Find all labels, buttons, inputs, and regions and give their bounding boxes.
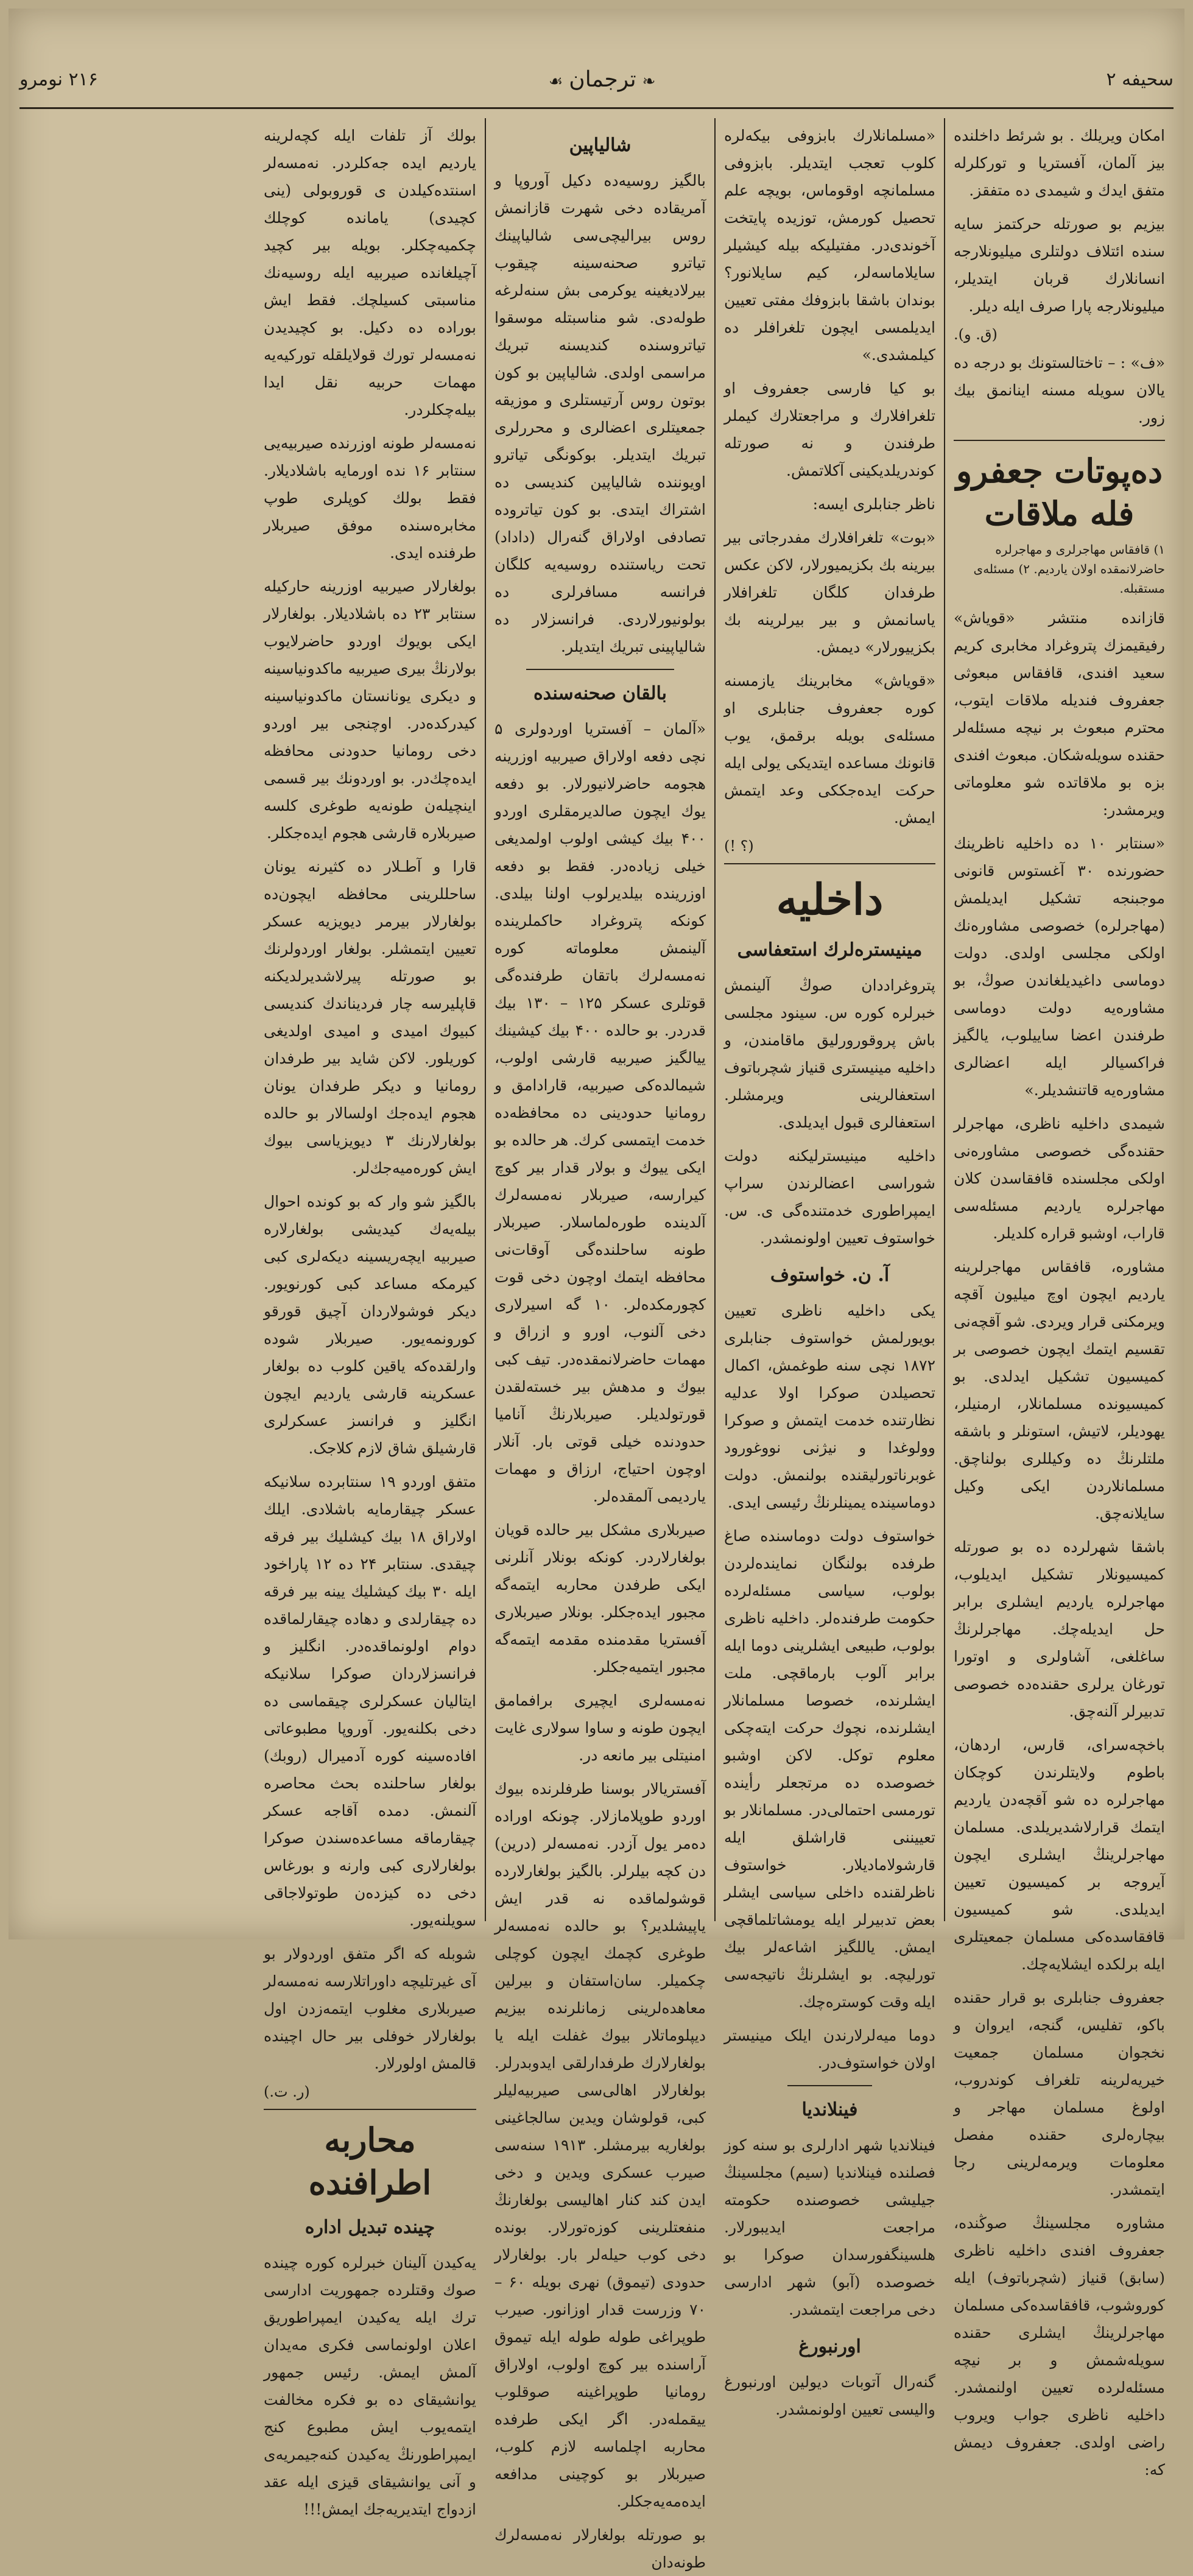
paragraph: ناظر جنابلری ایسه: [812,495,935,513]
column-1 [944,118,1174,2479]
signature: (؟ !) [724,838,754,855]
column-3 [485,118,714,2571]
section-title: داخلیه [776,874,884,925]
article-heading: چینده تبدیل اداره [304,2217,435,2238]
newspaper-page [9,9,1184,2571]
article-heading: اورنبورغ [798,2336,861,2357]
paragraph: باخچه‌سرای، قارس، اردهان، باطوم ولایتلرندن کوچکان مهاجرلره ده شو آقچه‌دن یاردیم ایتمك قرارلاشدیریلدی. مسلمان مهاجرلرینڭ ایشلری ایچون آیروجه بر کمیسیون تعیین ایدیلدی. شو کمیسیون قافقاسده‌کی مسلمان جمعیتلری ایله برلکده ایشلایه‌چك. [954,1736,1165,1973]
article-heading: مینیستره‌لرك استعفاسی [737,939,923,961]
paragraph: متفق اوردو ۱۹ سنتابرده سلانیکه عسکر چیقارمایه باشلادی. ایلك اولاراق ۱۸ بیك کیشلیك بیر فرقه چیقدی. سنتابر ۲۴ ده ۱۲ پاراخود ایله ۳۰ بیك کیشلیك یینه بیر فرقه ده چیقارلدی و دهاده چیقارلماقده دوام اولونماقده‌در. انگلیز و فرانسزلاردان صوکرا سلانیکه ایتالیان عسکرلری چیقماسی ده دخی بکلنه‌یور. آوروپا مطبوعاتی افاده‌سینه کوره آدمیرال (روبك) بولغار ساحلنده بحث محاصره آلنمش. دمده آقاجه عسکر چیقارماقه مساعده‌سندن صوکرا بولغارلاری کبی وارنه و بورغاس دخی ده کیزده‌ن طوتولاجاقی سویلنه‌یور. [264,1473,476,1929]
column-2 [714,118,944,2418]
paragraph: «سنتابر ۱۰ ده داخلیه ناظرینك حضورنده ۳۰ آغستوس قانونی موجبنجه تشکیل ایدیلمش (مهاجرلره) خصوصی مشاوره‌نك اولکی مجلسی اولدی. دولت دوماسی داغیدیلغاندن صوڭ، بو مشاوره‌یه دولت دوماسی طرفندن اعضا ساییلوب، یالگیز فراکسیالر ایله اعضالری مشاوره‌یه قاتنشدیلر.» [954,835,1165,1099]
paragraph: مشاوره، قافقاس مهاجرلرینه یاردیم ایچون اوچ میلیون آقچه ویرمکنی قرار ویردی. شو آقچه‌نی تقسیم ایتمك ایچون خصوصی بر کمیسیون تشکیل ایدلدی. بو کمیسیونده مسلمانلار، ارمنیلر، یهودیلر، لاتیش، استونلر و باشقه ملتلرنڭ ده وکیللری بولناچق. مسلمانلاردن ایکی وکیل سایلانه‌چق. [954,1258,1165,1522]
paragraph: مشاوره مجلسینڭ صوڭنده، جعفروف افندی داخلیه ناظری (سابق) قنیاز (شچربا‌توف) ایله کوروشوب، قافقاسده‌کی مسلمان مهاجرلرینڭ ایشلری حقنده سویله‌شمش و بر نیچه مسئله‌لرده تعیین اولنمشدر. داخلیه ناظری جواب ویروب راضی اولدی. جعفروف دیمش که: [954,2214,1165,2479]
paragraph: صیربلاری مشکل بیر حالده قویان بولغارلاردر. کونکه بونلار آنلرنی ایکی طرفدن محاربه ایتمه‌گه مجبور ایده‌جکلر. بونلار صیربلاری آفستریا مقدمنده مقدمه ایتمه‌گه مجبور ایتمیه‌جکلر. [494,1521,706,1676]
paragraph: دوما میه‌لرلارندن ایلک مینیستر اولان خواستوف‌در. [724,2027,935,2072]
ornament-left-icon: ☙ [548,72,563,91]
paragraph: یکی داخلیه ناظری تعیین بویورلمش خواستوف جنابلری ۱۸۷۲ نچی سنه طوغمش، اکمال تحصیلدن صوکرا اولا عدلیه نظارتنده خدمت ایتمش و صوکرا وولوغدا و نیژنی نووغورود غوبرناتورلیقنده بولنمش. دولت دوماسینده یمینلرنڭ رئیسی ایدی. [724,1302,935,1511]
article-heading: آ. ن. خواستوف [770,1265,890,1286]
paragraph: یه‌کیدن آلینان خبرلره کوره چینده صوك وقتلرده جمهوریت ادارسی ترك ایله یه‌کیدن ایمپراطوریق اعلان اولونماسی فکری مه‌یدان آلمش ایمش. رئیس جمهور یوانشیقای ده بو فکره مخالفت ایتمه‌یوب ایش مطبوع کنج ایمپراطورنڭ یه‌کیدن کنه‌جیمریه‌ی و آنی یوانشیقای قیزی ایله عقد ازدواج ایتدیریه‌جك ایمش!!! [264,2254,476,2518]
paragraph: گنه‌رال آتوبات‌ دیولین اورنبورغ والیسی تعیین اولونمشدر. [724,2373,935,2418]
paragraph: «قویاش» مخابرینك یازمسنه کوره جعفروف جنابلری او مسئله‌ی بویله برقمق، یوب قانونك مساعده ایتدیکی یولی ایله حرکت ایده‌جککی وعد ایتمش ایمش. [724,672,935,827]
paragraph: بیزیم بو صورتله حرکتمز سایه سنده ائتلاف دولتلری میلیونلارجه انسانلارك قربان ایتدیلر، میلیونلارجه پارا صرف ایله دیلر. [954,215,1165,315]
columns [19,118,1174,2571]
newspaper-title [543,67,661,92]
paragraph: باشقا شهرلرده ده بو صورتله کمیسیونلار تشکیل ایدیلوب، مهاجرلره یاردیم ایشلری برابر حل ایدیله‌چك. مهاجرلرنڭ ساغلغی، آشاولری و اوتورا تورغان یرلری حقنده‌ده خصوصی تدبیرلر آلنه‌چق. [954,1538,1165,1720]
article-heading: شالیاپین [569,135,632,156]
paragraph: بو کیا فارسی جعفروف او تلغرافلارك و مراجعتلارك کیملر طرفندن و نه صورتله کوندریلدیکینی آکلاتمش. [724,379,935,479]
divider [724,863,935,864]
divider [787,2085,872,2086]
paragraph: جعفروف جنابلری بو قرار حقنده باکو، تفلیس، گنجه، ایروان و نخجوان مسلمان جمعیت خیریه‌لرینه تلغراف کوندروب، اولوغ مسلمان مهاجر و بیچاره‌لری حقنده مفصل معلومات ویرمه‌لرینی رجا ایتمشدر. [954,1989,1165,2198]
paragraph: نه‌مسه‌لری ایچیری برافمامق ایچون طونه و ساوا سولاری غایت امنیتلی بیر مانعه در. [494,1692,706,1764]
paragraph: بالگیز شو وار که بو کونده احوال بیله‌یه‌ك کیدیشی بولغارلاره صیربیه ایچه‌ریسینه دیکه‌لری کبی کیرمکه مساعد کبی کورنویور. دیکر فوشولاردان آچیق قورقو کورونمه‌یور. صیربلار شوده وارلقده‌که یاقین کلوب ده بولغار عسکرینه قارشی یاردیم ایچون انگلیز و فرانسز عسکرلری قارشیلق شاق لازم کلاجک. [264,1193,476,1457]
headline: ده‌پوتات جعفرو فله ملاقات [955,451,1163,533]
paragraph: شوبله که اگر متفق اوردولار بو آی غیرتلیچه داوراتلارسه نه‌مسه‌لر صیربلاری مغلوب ایتمه‌زدن اول بولغارلار خوفلی بیر حال اچینده قالمش اولورلار. [264,1945,476,2072]
paragraph: پتروغراددان صوڭ آلینمش خبرلره کوره س. سینود مجلسی باش پروقورورلیق ماقامندن، و داخلیه مینیستری قنیاز شچرباتوف استعفالرینی ویرمشلر. استعفالری قبول ایدیلدی. [724,976,935,1131]
paragraph: بولك آز تلفات ایله کچه‌لرینه یاردیم ایده جه‌کلردر. نه‌مسه‌لر اسنتده‌کیلدن ی قوروبولی (ینی کچیدی) یامانده کوچلك چکمیه‌چکلر. بویله بیر کچید آچیلغانده صیربیه ایله روسیه‌نك مناسبتی کسیلچك. فقط ایش بوراده ده دکیل. بو کچیدیدن نه‌مسه‌لر تورك قولایلقله تورکیه‌یه مهمات حربیه نقل ایدا بیله‌چکلردر. [264,127,476,418]
ornament-right-icon: ❧ [642,72,656,91]
paragraph: «آلمان – آفستریا اوردولری ۵ نچی دفعه اولاراق صیربیه اوزرینه هجومه حاضرلانیورلار. بو دفعه یوك ایچون صالدیرمقلری اوردو ۴۰۰ بیك کیشی اولوب اولمدیغی خیلی زیاده‌در. فقط بو دفعه اوزرینده بیلدیرلوب اولنا بیلدی. کونکه پتروغراد حاکملرینده آلینمش معلوماته کوره نه‌مسه‌لرك باتقان طرفنده‌گی قوتلری عسکر ۱۲۵ – ۱۳۰ بیك قدردر. بو حالده ۴۰۰ بیك کیشینك ییالگیز صیربیه قارشی اولوب، شیمالده‌کی صیربیه، قارادامق و رومانیا حدودینی ده محافظه‌ده خدمت ایتمسی کرك. هر حالده بو ایکی ییوك و بولار قدار بیر کوچ کیرارسه، صیربلار نه‌مسه‌لرك آلدینده طوره‌لماسلار. صیربلار طونه ساحلنده‌گی آوقات‌نی محافظه ایتمك اوچون دخی قوت کچورمکده‌لر. ۱۰ گه اسیرلاری دخی آلنوب، اورو و ازراق و مهمات حاضرلانمقده‌در. تیف کبی بیوك و مدهش بیر خسته‌لقدن قورتولدیلر. صیربلارنڭ آنامیا حدودنده خیلی قوتی بار. آنلار اوچون احتیاج، ارزاق و مهمات یاردیمی آلمقده‌لر. [494,720,706,1505]
newspaper-name: ترجمان [569,66,636,92]
paragraph: «مسلمانلارك بابزوفی بیکه‌لره کلوب تعجب ایتدیلر. بابزوفی مسلمانچه اوقوماس، بویچه علم تحصیل کورمش، توزیده پایتخت آخوندی‌در. مفتیلیکه بیله کیشیلر سایلاماسه‌لر، کیم سایلانور؟ بوندان باشقا بابزوفك مفتی تعیین ایدیلمسی ایچون تلغرافلر ده کیلمشدی.» [724,127,935,364]
paragraph: قازانده منتشر «قویاش» رفیقیمزك پتروغراد مخابری کریم سعید افندی، قافقاس مبعوثی جعفروف فندیله ملاقات ایتوب، محترم مبعوث بر نیچه مسئله‌لر حقنده سویله‌شکان. مبعوث افندی بزه بو ملاقاتده شو معلوماتی ویرمشدر: [954,609,1165,819]
divider [954,440,1165,441]
paragraph: داخلیه مینیسترلیکنه دولت شوراسی اعضالرندن سراپ ایمپراطوری خدمتنده‌گی ی. س. خواستوف تعیین اولونمشدر. [724,1147,935,1247]
divider [526,669,674,670]
column-4 [255,118,485,2518]
paragraph: خواستوف دولت دوماسنده صاغ طرفده بولنگان نماینده‌لردن بولوب، سیاسی مسئله‌لرده حکومت طرفنده‌لر. داخلیه ناظری بولوب، طبیعی ایشلرینی دوما ایله برابر آلوب بارماقچی. ملت ایشلرنده، خصوصا مسلمانلار ایشلرنده، نچوك حرکت ایته‌چکی معلوم توکل. لاکن اوشبو خصوصده ده مرتجعلر رأینده تورمسی احتمالی‌در. مسلمانلار بو تعییننی قاراشلق ایله قارشولامادیلار. خواستوف ناظرلقنده داخلی سیاسی ایشلر بعض تدبیرلر ایله یومشاتلماقچی ایمش. یاللگیز اشاعه‌لر بیك تورلیچه. بو ایشلرنڭ ناتیجه‌سی ایله وقت کوستره‌چك. [724,1527,935,2011]
paragraph: امکان ویریلك . بو شرئط داخلنده بیز آلمان، آفستریا و تورکلرله متفق ایدك و شیمدی ده متفقز. [954,127,1165,199]
page-number: سحیفه ۲ [1106,68,1174,90]
divider [264,2109,476,2110]
paragraph: «بوت» تلغرافلارك مفدرجاتی بیر بیرینه بك بکزیمیورلار، لاکن عکس طرفدان کلگان تلغرافلار یاسانمش و بیر بیرلرینه بك بکزییورلار» دیمش. [724,529,935,656]
signature: (ق. و). [954,326,998,343]
paragraph: قارا و آطـلار ده کثیرنه یونان ساحللرینی محافظه ایچون‌ده بولغارلار بیرمر دیویزیه عسکر تعیین ایتمشلر. بولغار اوردولرنك بو صورتله پیرلاشدیرلدیکنه قاپلیرسه چار فردیناندك کندیسی کبیوك امیدی و امیدی اولدیغی کوریلور. لاکن شاید بیر طرفدان رومانیا و دیکر طرفدان یونان هجوم ایده‌جك اولسالار بو حالده بولغارلارنك ۳ دیویزیاسی بیوك ایش کوره‌میه‌جك‌لر. [264,858,476,1177]
article-heading: بالقان صحنه‌سنده [533,683,667,704]
headline: محاربه اطرافنده [308,2120,432,2202]
paragraph: آفستریالار بوسنا طرفلرنده بیوك اوردو طوپلامازلار. چونکه اوراده ده‌مر یول آزدر. نه‌مسه‌لر (درین) دن کچه بیلرلر. بالگیز بولغارلارده قوشولماقده نه قدر ایش یاپیشلدیر؟ بو حالده نه‌مسه‌لر طوغری کچمك ایچون کوچلی چکمیلر. سان‌استفان و بیرلین معاهده‌لرینی زمانلرنده بیزیم دیپلوماتلار بیوك غفلت ایله یا بولغارلارك طرفدارلقی ایدوبدرلر. بولغارلار اهالی‌سی صیربیه‌لیلر کبی، قولوشان ویدین سالجاغینی بولغاریه بیرمشلر. ۱۹۱۳ سنه‌سی صیرب عسکری ویدین و دخی ایدن کند کنار اهالیسی بولغارنڭ منفعتلرینی کوزه‌تورلار. بونده دخی کوب حیله‌لر بار. بولغارلار حدودی (تیموق) نهری بویله ۶۰ – ۷۰ وزرست قدار اوزانور. صیرب طوپراغی طوله طوله ایله تیموق آراسنده بیر کوچ اولوب، اولاراق رومانیا طوپراغینه صوقلوب ییقمله‌در. اگر ایکی طرفده محاربه اچلماسه لازم کلوب، صیربلار بو کوچینی مدافعه ایده‌مه‌یه‌جکلر. [494,1780,706,2510]
paragraph: شیمدی داخلیه ناظری، مهاجرلر حقنده‌گی خصوصی مشاوره‌نی اولکی مجلسنده قافقاسدن کلان مهاجرلره یاردیم مسئله‌سی قاراب، اوشبو قراره کلدیلر. [954,1115,1165,1242]
masthead [19,51,1174,109]
paragraph: بو صورتله بولغارلار نه‌مسه‌لرك طونه‌دان [494,2526,706,2571]
article-heading: فینلاندیا [801,2099,858,2120]
paragraph: بالگیز روسیه‌ده دکیل آوروپا و آمریقاده دخی شهرت قازانمش روس بیرالیچی‌سی شالیاپینك تیاترو صحنه‌سینه چیقوب بیرلادیغینه یوکرمی بش سنه‌لرغه طوله‌دی. شو مناسبتله موسقوا تیاتروسنده کندیسنه تبریك مراسمی اولدی. شالیاپین بو کون بوتون روس آرتیستلری و موزیقه جمعیتلری اعضالری و محرر‌لری تبریك ایتدیلر. بوکونگی تیاترو اویوننده شالیاپین کندیسی ده اشتراك ایتدی. بو کون تیاتروده تصادفی اولاراق گنه‌رال (داداد) تحت ریاستنده روسیه‌یه کلگان فرانسه مسافرلری ده بولونیورلاردی. فرانسزلار ده شالیاپینی تبریك ایتدیلر. [494,172,706,655]
headline-subtitle: ۱) قافقاس مهاجرلری و مهاجرلره حاضرلانمقده اولان یاردیم. ۲) مسئله‌ی مستقبله. [973,542,1165,596]
paragraph: نه‌مسه‌لر طونه اوزرنده صیربیه‌یی سنتابر ۱۶ نده اورمایه باشلادیلار. فقط بولك کوپلری طوپ مخابره‌سنده موفق صیربلار طرفنده ایدی. [264,434,476,562]
signature: (ر. ت.) [264,2083,310,2100]
paragraph: فینلاندیا شهر ادارلری بو سنه کوز فصلنده فینلاندیا (سیم) مجلسینڭ جیلیشی خصوصنده حکومته مراجعت ایدیبورلار. هلسینگفورسدان صوکرا بو خصوصده (آبو) شهر ادارسی دخی مراجعت ایتمشدر. [724,2136,935,2318]
paragraph: بولغارلار صیربیه اوزرینه حارکیله سنتابر ۲۳ ده باشلادیلار. بولغارلار ایکی بویوك اوردو حاضرلایوب بولارنڭ بیری صیربیه ماکدونیاسینه و دیکری یونانستان ماکدونیاسینه کیدرکده‌در. اوچنجی بیر اوردو دخی رومانیا حدودنی محافظه ایده‌چك‌در. بو اوردونك بیر قسمی اینچیله‌ن طونه‌یه طوغری کلسه صیربلاره قارشی هجوم ایده‌جکلر. [264,577,477,842]
issue-number: ۲۱۶ نومرو [19,68,98,90]
paragraph: «ف» : – تاختالستونك بو درجه ده یالان سویله مسنه اینانمق بیك زور. [954,354,1165,426]
